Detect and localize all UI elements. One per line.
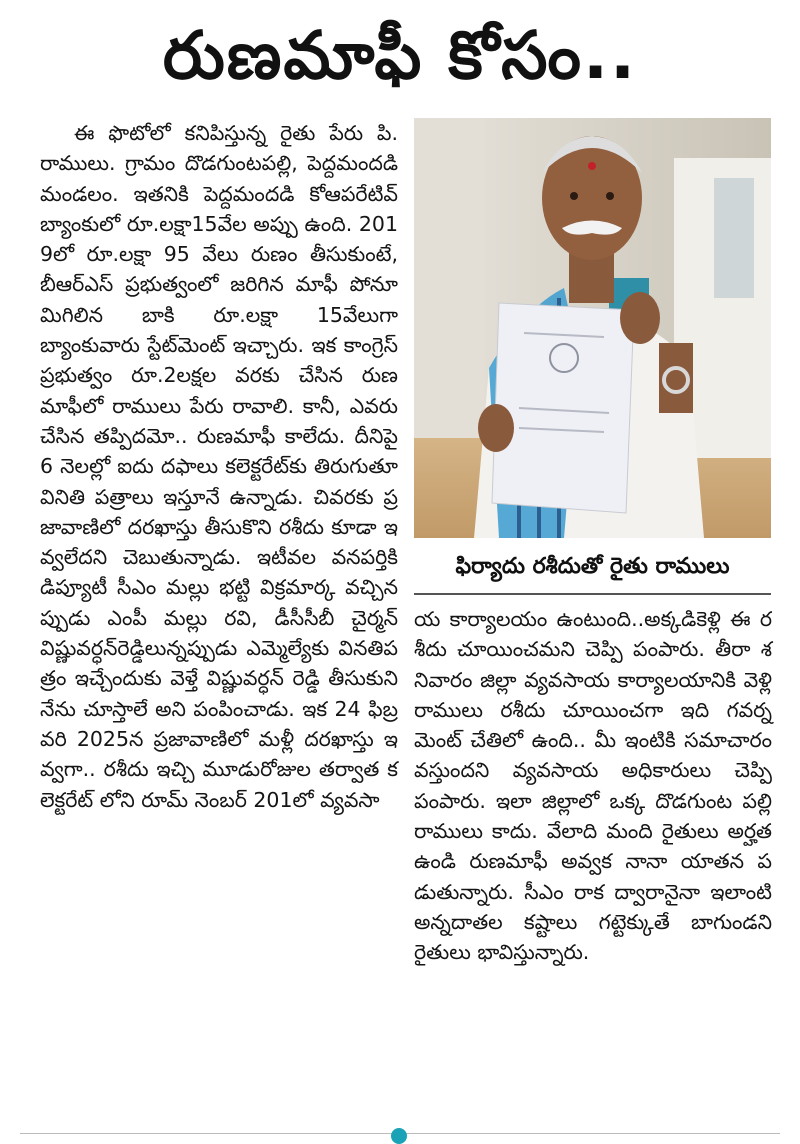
caption-divider xyxy=(414,593,771,595)
footer-dot-icon xyxy=(391,1128,407,1144)
farmer-photo-illustration xyxy=(414,118,771,538)
article-right-column xyxy=(414,604,772,1104)
photo-caption: ఫిర్యాదు రశీదుతో రైతు రాములు xyxy=(455,554,730,579)
article-paragraph: ఈ ఫొటోలో కనిపిస్తున్న రైతు పేరు పి.రాములు. గ్రామం దొడగుంటపల్లి, పెద్దమందడి మండలం. ఇతనికి పెద్దమందడి కోఆపరేటివ్ బ్యాంకులో రూ.లక్షా15వేల అప్పు ఉంది. 2019లో రూ.లక్షా 95 వేలు రుణం తీసుకుంటే, బీఆర్ఎస్ ప్రభుత్వంలో జరిగిన మాఫీ పోనూ మిగిలిన బాకి రూ.లక్షా 15వేలుగా బ్యాంకువారు స్టేట్‌మెంట్ ఇచ్చారు. ఇక కాంగ్రెస్ ప్రభుత్వం రూ.2లక్షల వరకు చేసిన రుణమాఫీలో రాములు పేరు రావాలి. కానీ, ఎవరు చేసిన తప్పిదమో.. రుణమాఫీ కాలేదు. దీనిపై 6 నెలల్లో ఐదు దఫాలు కలెక్టరేట్‌కు తిరుగుతూ వినితి పత్రాలు ఇస్తూనే ఉన్నాడు. చివరకు ప్రజావాణిలో దరఖాస్తు తీసుకొని రశీదు కూడా ఇవ్వలేదని చెబుతున్నాడు. ఇటీవల వనపర్తికి డిప్యూటీ సీఎం మల్లు భట్టి విక్రమార్క వచ్చినప్పుడు ఎంపీ మల్లు రవి, డీసీసీబీ చైర్మన్ విష్ణువర్ధన్‌రెడ్డిలున్నప్పుడు ఎమ్మెల్యేకు వినతిపత్రం ఇచ్చేందుకు వెళ్తే విష్ణువర్ధన్ రెడ్డి తీసుకుని నేను చూస్తాలే అని పంపించాడు. ఇక 24 ఫిబ్రవరి 2025న ప్రజావాణిలో మళ్లీ దరఖాస్తు ఇవ్వగా.. రశీదు ఇచ్చి మూడురోజుల తర్వాత కలెక్టరేట్ లోని రూమ్ నెంబర్ 201లో వ్యవసా xyxy=(40,121,398,812)
headline: రుణమాఫీ కోసం.. xyxy=(162,17,638,94)
article-paragraph-continued: య కార్యాలయం ఉంటుంది..అక్కడికెళ్లి ఈ రశీదు చూయించమని చెప్పి పంపారు. తీరా శనివారం జిల్లా వ్యవసాయ కార్యాలయానికి వెళ్లి రాములు రశీదు చూయించగా ఇది గవర్నమెంట్ చేతిలో ఉంది.. మీ ఇంటికి సమాచారం వస్తుందని వ్యవసాయ అధికారులు చెప్పి పంపారు. ఇలా జిల్లాలో ఒక్క దొడగుంట పల్లి రాములు కాదు. వేలాది మంది రైతులు అర్హత ఉండి రుణమాఫీ అవ్వక నానా యాతన పడుతున్నారు. సీఎం రాక ద్వారానైనా ఇలాంటి అన్నదాతల కష్టాలు గట్టెక్కుతే బాగుండని రైతులు భావిస్తున్నారు. xyxy=(414,607,772,965)
news-photo xyxy=(414,118,771,538)
article-left-column xyxy=(40,118,398,1118)
